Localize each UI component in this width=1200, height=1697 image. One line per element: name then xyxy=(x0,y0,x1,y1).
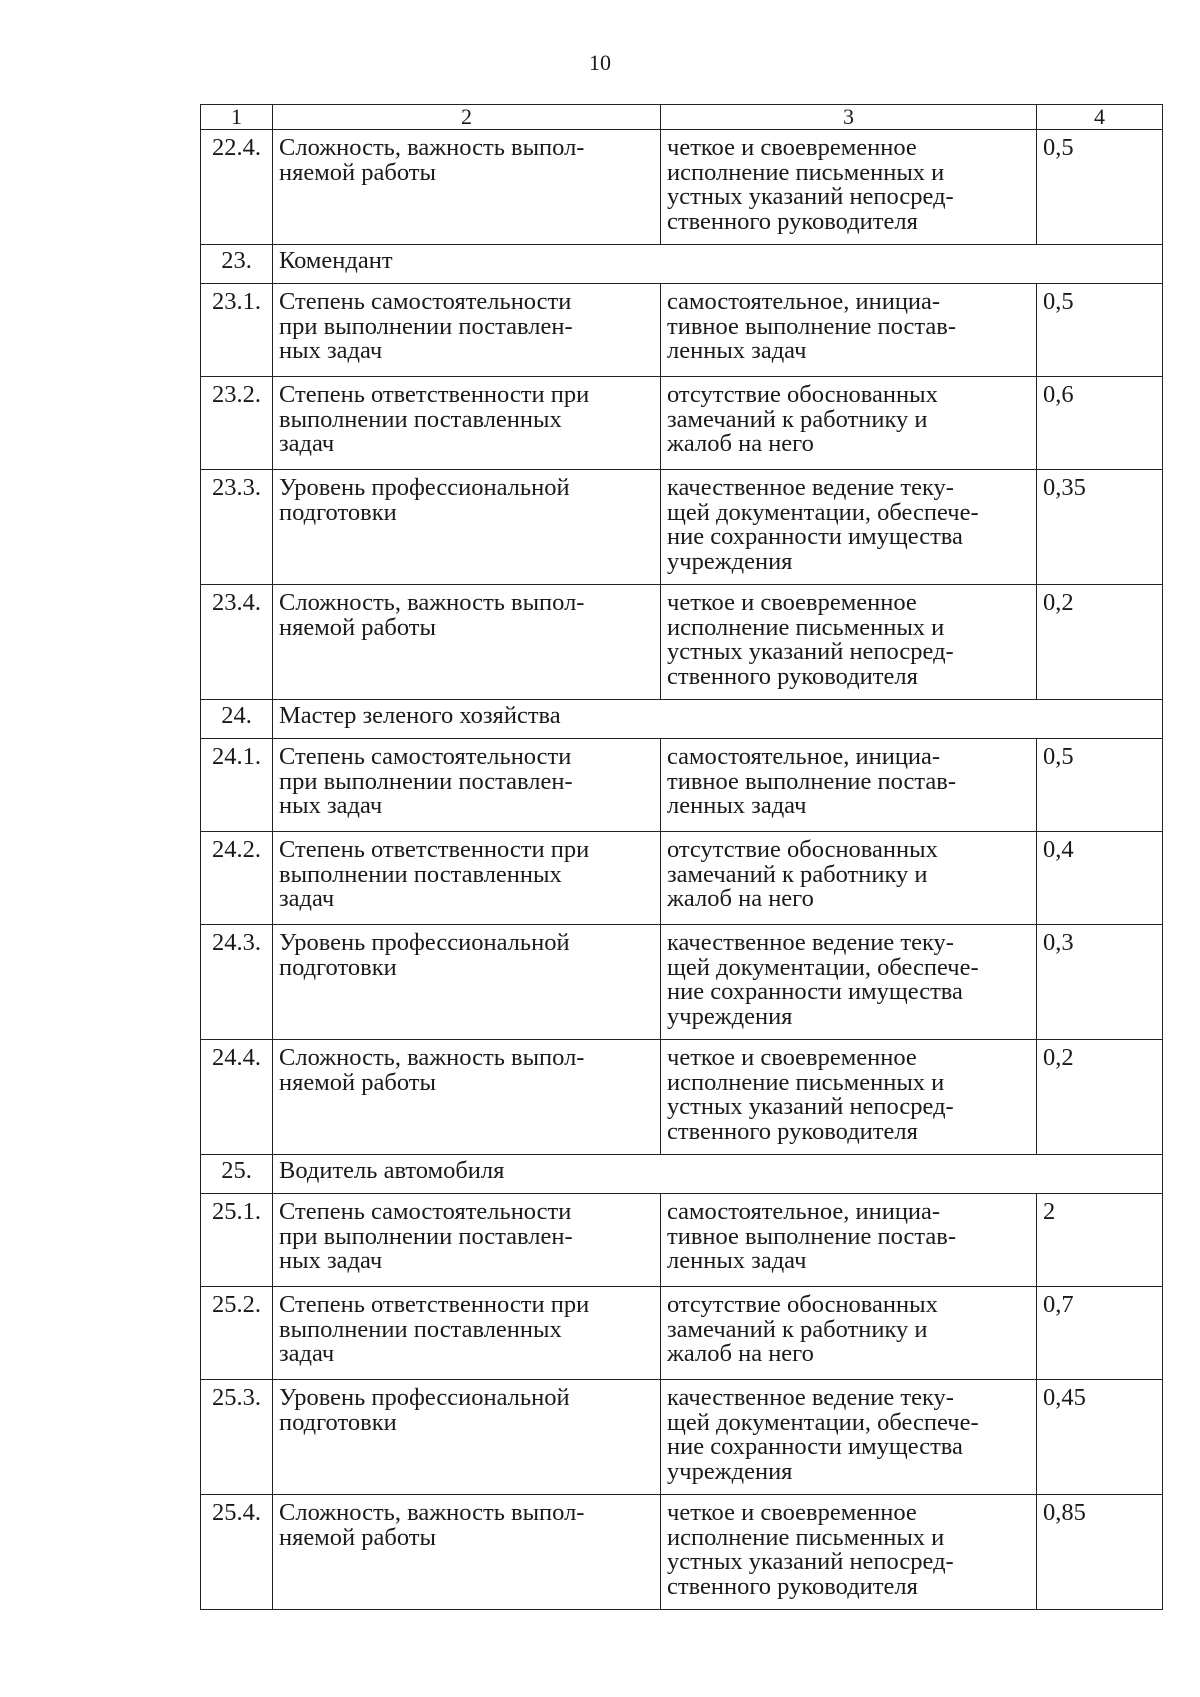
criterion-cell: Степень самостоятельности при выполнении поставлен- ных задач xyxy=(273,1194,661,1287)
criteria-table xyxy=(200,104,1163,1610)
value-cell: 0,2 xyxy=(1037,585,1163,700)
table-header-row xyxy=(201,105,1163,130)
criterion-cell: Сложность, важность выпол- няемой работы xyxy=(273,1495,661,1610)
item-number: 23.3. xyxy=(201,470,273,585)
criterion-cell: Уровень профессиональной подготовки xyxy=(273,925,661,1040)
item-number: 25.2. xyxy=(201,1287,273,1380)
table-row xyxy=(201,1287,1163,1380)
table-row xyxy=(201,832,1163,925)
criterion-cell: Степень ответственности при выполнении поставленных задач xyxy=(273,377,661,470)
description-cell: четкое и своевременное исполнение письменных и устных указаний непосред- ственного руководителя xyxy=(661,585,1037,700)
section-number: 24. xyxy=(201,700,273,739)
criterion-cell: Сложность, важность выпол- няемой работы xyxy=(273,585,661,700)
item-number: 22.4. xyxy=(201,130,273,245)
description-cell: самостоятельное, инициа- тивное выполнение постав- ленных задач xyxy=(661,739,1037,832)
item-number: 24.1. xyxy=(201,739,273,832)
description-cell: четкое и своевременное исполнение письменных и устных указаний непосред- ственного руководителя xyxy=(661,130,1037,245)
table-row xyxy=(201,1040,1163,1155)
table-body xyxy=(201,105,1163,1610)
value-cell: 0,5 xyxy=(1037,739,1163,832)
description-cell: качественное ведение теку- щей документации, обеспече- ние сохранности имущества учреждения xyxy=(661,470,1037,585)
table-row xyxy=(201,130,1163,245)
criterion-cell: Степень самостоятельности при выполнении поставлен- ных задач xyxy=(273,739,661,832)
item-number: 25.4. xyxy=(201,1495,273,1610)
item-number: 24.3. xyxy=(201,925,273,1040)
header-cell: 3 xyxy=(661,105,1037,130)
value-cell: 0,7 xyxy=(1037,1287,1163,1380)
value-cell: 0,85 xyxy=(1037,1495,1163,1610)
description-cell: качественное ведение теку- щей документации, обеспече- ние сохранности имущества учреждения xyxy=(661,925,1037,1040)
value-cell: 0,2 xyxy=(1037,1040,1163,1155)
section-title: Комендант xyxy=(273,245,1163,284)
item-number: 24.2. xyxy=(201,832,273,925)
criterion-cell: Сложность, важность выпол- няемой работы xyxy=(273,130,661,245)
value-cell: 0,35 xyxy=(1037,470,1163,585)
table-row xyxy=(201,470,1163,585)
table-row xyxy=(201,284,1163,377)
section-row xyxy=(201,1155,1163,1194)
item-number: 24.4. xyxy=(201,1040,273,1155)
section-number: 23. xyxy=(201,245,273,284)
section-row xyxy=(201,245,1163,284)
table-row xyxy=(201,1380,1163,1495)
description-cell: отсутствие обоснованных замечаний к работнику и жалоб на него xyxy=(661,832,1037,925)
value-cell: 0,3 xyxy=(1037,925,1163,1040)
criterion-cell: Уровень профессиональной подготовки xyxy=(273,1380,661,1495)
value-cell: 0,6 xyxy=(1037,377,1163,470)
value-cell: 0,5 xyxy=(1037,130,1163,245)
description-cell: четкое и своевременное исполнение письменных и устных указаний непосред- ственного руководителя xyxy=(661,1495,1037,1610)
section-title: Мастер зеленого хозяйства xyxy=(273,700,1163,739)
section-number: 25. xyxy=(201,1155,273,1194)
criterion-cell: Степень самостоятельности при выполнении поставлен- ных задач xyxy=(273,284,661,377)
table-row xyxy=(201,739,1163,832)
criterion-cell: Степень ответственности при выполнении поставленных задач xyxy=(273,1287,661,1380)
item-number: 23.4. xyxy=(201,585,273,700)
section-title: Водитель автомобиля xyxy=(273,1155,1163,1194)
value-cell: 0,5 xyxy=(1037,284,1163,377)
item-number: 23.1. xyxy=(201,284,273,377)
table-row xyxy=(201,377,1163,470)
criterion-cell: Степень ответственности при выполнении поставленных задач xyxy=(273,832,661,925)
description-cell: отсутствие обоснованных замечаний к работнику и жалоб на него xyxy=(661,377,1037,470)
item-number: 25.3. xyxy=(201,1380,273,1495)
item-number: 23.2. xyxy=(201,377,273,470)
table-row xyxy=(201,1495,1163,1610)
header-cell: 1 xyxy=(201,105,273,130)
criterion-cell: Уровень профессиональной подготовки xyxy=(273,470,661,585)
table-row xyxy=(201,925,1163,1040)
description-cell: качественное ведение теку- щей документации, обеспече- ние сохранности имущества учреждения xyxy=(661,1380,1037,1495)
value-cell: 0,4 xyxy=(1037,832,1163,925)
table-row xyxy=(201,585,1163,700)
item-number: 25.1. xyxy=(201,1194,273,1287)
criterion-cell: Сложность, важность выпол- няемой работы xyxy=(273,1040,661,1155)
description-cell: самостоятельное, инициа- тивное выполнение постав- ленных задач xyxy=(661,284,1037,377)
description-cell: четкое и своевременное исполнение письменных и устных указаний непосред- ственного руководителя xyxy=(661,1040,1037,1155)
table-row xyxy=(201,1194,1163,1287)
value-cell: 2 xyxy=(1037,1194,1163,1287)
page-number: 10 xyxy=(589,50,611,75)
description-cell: самостоятельное, инициа- тивное выполнение постав- ленных задач xyxy=(661,1194,1037,1287)
section-row xyxy=(201,700,1163,739)
header-cell: 2 xyxy=(273,105,661,130)
description-cell: отсутствие обоснованных замечаний к работнику и жалоб на него xyxy=(661,1287,1037,1380)
value-cell: 0,45 xyxy=(1037,1380,1163,1495)
header-cell: 4 xyxy=(1037,105,1163,130)
